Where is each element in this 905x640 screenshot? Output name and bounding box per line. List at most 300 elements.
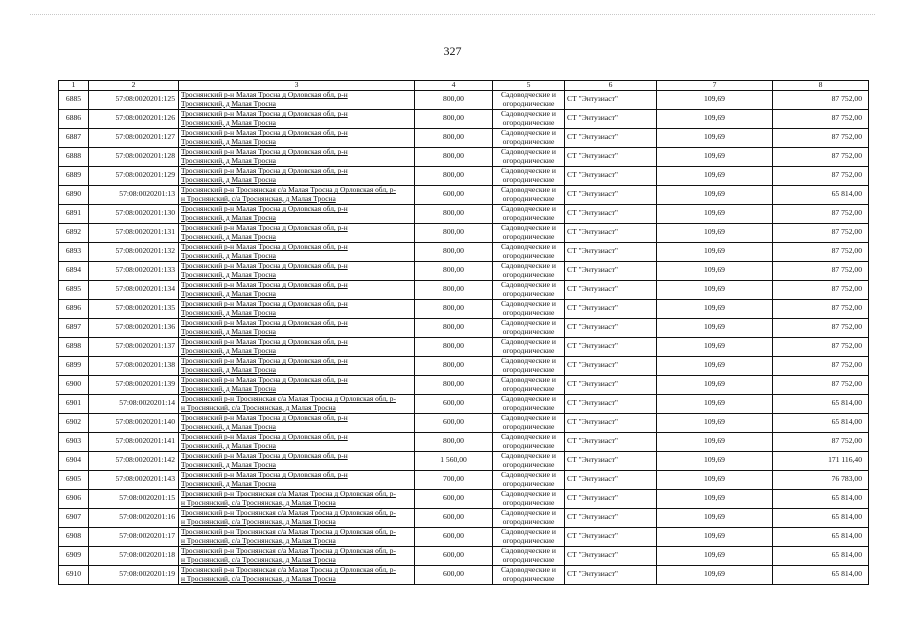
land-use-line-1: Садоводческие и [501, 128, 556, 137]
address-cell [179, 546, 415, 565]
address-line-2: н Троснянский, с/а Троснянская, д Малая Тросна [181, 193, 336, 203]
owner-name: СТ "Энтузиаст" [565, 527, 657, 546]
land-use-cell [493, 489, 565, 508]
owner-name: СТ "Энтузиаст" [565, 318, 657, 337]
unit-price: 109,69 [657, 413, 773, 432]
area-value: 800,00 [415, 432, 493, 451]
area-value: 800,00 [415, 337, 493, 356]
table-row [59, 394, 869, 413]
address-line-1: Троснянский р-н Малая Тросна д Орловская обл, р-н [181, 337, 348, 347]
area-value: 800,00 [415, 204, 493, 223]
land-use-cell [493, 147, 565, 166]
address-cell [179, 299, 415, 318]
table-row [59, 337, 869, 356]
address-line-1: Троснянский р-н Малая Тросна д Орловская обл, р-н [181, 204, 348, 214]
address-line-2: н Троснянский, с/а Троснянская, д Малая Тросна [181, 535, 336, 545]
cadastral-number: 57:08:0020201:135 [89, 299, 179, 318]
address-line-2: Троснянский, д Малая Тросна [181, 212, 276, 222]
row-number: 6895 [59, 280, 89, 299]
unit-price: 109,69 [657, 375, 773, 394]
owner-name: СТ "Энтузиаст" [565, 109, 657, 128]
owner-name: СТ "Энтузиаст" [565, 280, 657, 299]
row-number: 6903 [59, 432, 89, 451]
land-use-line-1: Садоводческие и [501, 527, 556, 536]
total-value: 171 116,40 [773, 451, 869, 470]
land-use-cell [493, 109, 565, 128]
owner-name: СТ "Энтузиаст" [565, 546, 657, 565]
address-line-2: Троснянский, д Малая Тросна [181, 117, 276, 127]
area-value: 1 560,00 [415, 451, 493, 470]
cadastral-number: 57:08:0020201:129 [89, 166, 179, 185]
land-use-line-2: огороднические [502, 383, 555, 393]
land-use-line-2: огороднические [502, 497, 555, 507]
cadastral-number: 57:08:0020201:125 [89, 90, 179, 109]
land-use-line-1: Садоводческие и [501, 147, 556, 156]
row-number: 6907 [59, 508, 89, 527]
land-use-line-2: огороднические [502, 535, 555, 545]
unit-price: 109,69 [657, 223, 773, 242]
owner-name: СТ "Энтузиаст" [565, 242, 657, 261]
table-row [59, 223, 869, 242]
total-value: 65 814,00 [773, 508, 869, 527]
land-use-line-1: Садоводческие и [501, 394, 556, 403]
area-value: 800,00 [415, 147, 493, 166]
area-value: 800,00 [415, 242, 493, 261]
table-row [59, 166, 869, 185]
table-header-row [59, 81, 869, 91]
land-use-cell [493, 394, 565, 413]
address-line-1: Троснянский р-н Троснянская с/а Малая Тросна д Орловская обл, р- [181, 489, 396, 499]
unit-price: 109,69 [657, 356, 773, 375]
unit-price: 109,69 [657, 394, 773, 413]
address-line-2: Троснянский, д Малая Тросна [181, 231, 276, 241]
land-use-cell [493, 470, 565, 489]
address-cell [179, 185, 415, 204]
land-use-cell [493, 451, 565, 470]
land-use-cell [493, 356, 565, 375]
unit-price: 109,69 [657, 147, 773, 166]
total-value: 87 752,00 [773, 280, 869, 299]
land-use-line-1: Садоводческие и [501, 280, 556, 289]
address-line-1: Троснянский р-н Малая Тросна д Орловская обл, р-н [181, 470, 348, 480]
address-line-2: Троснянский, д Малая Тросна [181, 307, 276, 317]
cadastral-number: 57:08:0020201:19 [89, 565, 179, 584]
address-cell [179, 356, 415, 375]
address-cell [179, 508, 415, 527]
total-value: 65 814,00 [773, 565, 869, 584]
land-use-line-1: Садоводческие и [501, 508, 556, 517]
land-use-cell [493, 223, 565, 242]
table-row [59, 432, 869, 451]
area-value: 800,00 [415, 375, 493, 394]
address-line-1: Троснянский р-н Малая Тросна д Орловская обл, р-н [181, 147, 348, 157]
address-line-1: Троснянский р-н Малая Тросна д Орловская обл, р-н [181, 451, 348, 461]
land-use-cell [493, 337, 565, 356]
cadastral-number: 57:08:0020201:141 [89, 432, 179, 451]
land-use-cell [493, 565, 565, 584]
total-value: 87 752,00 [773, 147, 869, 166]
unit-price: 109,69 [657, 546, 773, 565]
land-use-line-2: огороднические [502, 98, 555, 108]
unit-price: 109,69 [657, 299, 773, 318]
cadastral-number: 57:08:0020201:16 [89, 508, 179, 527]
unit-price: 109,69 [657, 451, 773, 470]
address-line-2: н Троснянский, с/а Троснянская, д Малая Тросна [181, 402, 336, 412]
unit-price: 109,69 [657, 470, 773, 489]
owner-name: СТ "Энтузиаст" [565, 356, 657, 375]
table-body [59, 90, 869, 584]
table-row [59, 90, 869, 109]
land-use-cell [493, 280, 565, 299]
land-use-line-2: огороднические [502, 155, 555, 165]
row-number: 6887 [59, 128, 89, 147]
address-line-1: Троснянский р-н Малая Тросна д Орловская обл, р-н [181, 261, 348, 271]
total-value: 65 814,00 [773, 527, 869, 546]
owner-name: СТ "Энтузиаст" [565, 223, 657, 242]
total-value: 87 752,00 [773, 223, 869, 242]
unit-price: 109,69 [657, 337, 773, 356]
address-cell [179, 394, 415, 413]
address-line-2: н Троснянский, с/а Троснянская, д Малая Тросна [181, 554, 336, 564]
row-number: 6905 [59, 470, 89, 489]
owner-name: СТ "Энтузиаст" [565, 128, 657, 147]
row-number: 6910 [59, 565, 89, 584]
land-use-cell [493, 318, 565, 337]
total-value: 87 752,00 [773, 337, 869, 356]
address-cell [179, 147, 415, 166]
row-number: 6893 [59, 242, 89, 261]
table-row [59, 527, 869, 546]
address-cell [179, 375, 415, 394]
row-number: 6904 [59, 451, 89, 470]
land-use-line-2: огороднические [502, 554, 555, 564]
table-row [59, 508, 869, 527]
address-line-1: Троснянский р-н Малая Тросна д Орловская обл, р-н [181, 128, 348, 138]
cadastral-number: 57:08:0020201:142 [89, 451, 179, 470]
owner-name: СТ "Энтузиаст" [565, 470, 657, 489]
address-cell [179, 337, 415, 356]
table-row [59, 356, 869, 375]
total-value: 65 814,00 [773, 413, 869, 432]
address-line-1: Троснянский р-н Малая Тросна д Орловская обл, р-н [181, 109, 348, 119]
area-value: 800,00 [415, 299, 493, 318]
header-col-7: 7 [657, 81, 773, 91]
total-value: 87 752,00 [773, 299, 869, 318]
land-use-line-2: огороднические [502, 269, 555, 279]
row-number: 6901 [59, 394, 89, 413]
land-use-line-2: огороднические [502, 136, 555, 146]
land-use-line-1: Садоводческие и [501, 299, 556, 308]
table-row [59, 413, 869, 432]
table-row [59, 470, 869, 489]
total-value: 87 752,00 [773, 90, 869, 109]
owner-name: СТ "Энтузиаст" [565, 261, 657, 280]
address-cell [179, 451, 415, 470]
owner-name: СТ "Энтузиаст" [565, 489, 657, 508]
address-line-1: Троснянский р-н Троснянская с/а Малая Тросна д Орловская обл, р- [181, 546, 396, 556]
address-line-2: Троснянский, д Малая Тросна [181, 174, 276, 184]
address-cell [179, 565, 415, 584]
table-row [59, 109, 869, 128]
address-line-1: Троснянский р-н Малая Тросна д Орловская обл, р-н [181, 223, 348, 233]
cadastral-number: 57:08:0020201:137 [89, 337, 179, 356]
page-number: 327 [443, 44, 462, 58]
owner-name: СТ "Энтузиаст" [565, 337, 657, 356]
owner-name: СТ "Энтузиаст" [565, 375, 657, 394]
land-use-cell [493, 166, 565, 185]
cadastral-number: 57:08:0020201:130 [89, 204, 179, 223]
land-use-line-1: Садоводческие и [501, 375, 556, 384]
land-use-cell [493, 242, 565, 261]
owner-name: СТ "Энтузиаст" [565, 185, 657, 204]
unit-price: 109,69 [657, 109, 773, 128]
address-line-2: Троснянский, д Малая Тросна [181, 478, 276, 488]
address-line-2: н Троснянский, с/а Троснянская, д Малая Тросна [181, 516, 336, 526]
land-use-line-2: огороднические [502, 193, 555, 203]
address-line-1: Троснянский р-н Троснянская с/а Малая Тросна д Орловская обл, р- [181, 394, 396, 404]
address-cell [179, 489, 415, 508]
address-cell [179, 166, 415, 185]
total-value: 87 752,00 [773, 204, 869, 223]
owner-name: СТ "Энтузиаст" [565, 204, 657, 223]
address-line-1: Троснянский р-н Троснянская с/а Малая Тросна д Орловская обл, р- [181, 527, 396, 537]
cadastral-number: 57:08:0020201:15 [89, 489, 179, 508]
land-use-cell [493, 527, 565, 546]
table-row [59, 128, 869, 147]
land-use-line-1: Садоводческие и [501, 185, 556, 194]
row-number: 6897 [59, 318, 89, 337]
row-number: 6891 [59, 204, 89, 223]
land-use-line-2: огороднические [502, 174, 555, 184]
address-cell [179, 90, 415, 109]
table-row [59, 242, 869, 261]
land-use-line-2: огороднические [502, 345, 555, 355]
address-line-1: Троснянский р-н Троснянская с/а Малая Тросна д Орловская обл, р- [181, 185, 396, 195]
address-cell [179, 261, 415, 280]
address-line-2: Троснянский, д Малая Тросна [181, 288, 276, 298]
scan-noise-strip [30, 14, 875, 21]
address-cell [179, 128, 415, 147]
cadastral-number: 57:08:0020201:140 [89, 413, 179, 432]
land-use-cell [493, 546, 565, 565]
area-value: 600,00 [415, 546, 493, 565]
address-line-1: Троснянский р-н Малая Тросна д Орловская обл, р-н [181, 413, 348, 423]
land-use-line-2: огороднические [502, 250, 555, 260]
header-col-2: 2 [89, 81, 179, 91]
address-line-1: Троснянский р-н Троснянская с/а Малая Тросна д Орловская обл, р- [181, 508, 396, 518]
cadastral-number: 57:08:0020201:133 [89, 261, 179, 280]
row-number: 6898 [59, 337, 89, 356]
address-cell [179, 318, 415, 337]
address-line-2: Троснянский, д Малая Тросна [181, 383, 276, 393]
row-number: 6886 [59, 109, 89, 128]
cadastral-number: 57:08:0020201:18 [89, 546, 179, 565]
row-number: 6894 [59, 261, 89, 280]
area-value: 800,00 [415, 90, 493, 109]
land-use-line-1: Садоводческие и [501, 432, 556, 441]
row-number: 6899 [59, 356, 89, 375]
address-line-2: Троснянский, д Малая Тросна [181, 269, 276, 279]
row-number: 6885 [59, 90, 89, 109]
table-row [59, 261, 869, 280]
address-line-2: Троснянский, д Малая Тросна [181, 326, 276, 336]
area-value: 700,00 [415, 470, 493, 489]
land-use-cell [493, 508, 565, 527]
row-number: 6892 [59, 223, 89, 242]
owner-name: СТ "Энтузиаст" [565, 508, 657, 527]
area-value: 800,00 [415, 128, 493, 147]
land-use-line-2: огороднические [502, 364, 555, 374]
land-plots-table [58, 80, 869, 585]
land-use-cell [493, 204, 565, 223]
row-number: 6896 [59, 299, 89, 318]
land-use-line-1: Садоводческие и [501, 451, 556, 460]
land-use-line-1: Садоводческие и [501, 356, 556, 365]
land-use-line-2: огороднические [502, 478, 555, 488]
address-line-1: Троснянский р-н Троснянская с/а Малая Тросна д Орловская обл, р- [181, 565, 396, 575]
address-line-2: Троснянский, д Малая Тросна [181, 345, 276, 355]
total-value: 65 814,00 [773, 394, 869, 413]
land-use-cell [493, 128, 565, 147]
area-value: 600,00 [415, 413, 493, 432]
area-value: 600,00 [415, 565, 493, 584]
land-use-line-2: огороднические [502, 459, 555, 469]
address-line-2: Троснянский, д Малая Тросна [181, 98, 276, 108]
land-use-line-1: Садоводческие и [501, 470, 556, 479]
address-line-1: Троснянский р-н Малая Тросна д Орловская обл, р-н [181, 432, 348, 442]
address-line-1: Троснянский р-н Малая Тросна д Орловская обл, р-н [181, 242, 348, 252]
cadastral-number: 57:08:0020201:127 [89, 128, 179, 147]
row-number: 6888 [59, 147, 89, 166]
owner-name: СТ "Энтузиаст" [565, 565, 657, 584]
cadastral-number: 57:08:0020201:136 [89, 318, 179, 337]
land-use-line-1: Садоводческие и [501, 109, 556, 118]
area-value: 800,00 [415, 280, 493, 299]
address-line-2: Троснянский, д Малая Тросна [181, 440, 276, 450]
cadastral-number: 57:08:0020201:128 [89, 147, 179, 166]
table-row [59, 318, 869, 337]
area-value: 600,00 [415, 185, 493, 204]
unit-price: 109,69 [657, 432, 773, 451]
address-cell [179, 242, 415, 261]
land-use-line-1: Садоводческие и [501, 318, 556, 327]
cadastral-number: 57:08:0020201:138 [89, 356, 179, 375]
owner-name: СТ "Энтузиаст" [565, 166, 657, 185]
cadastral-number: 57:08:0020201:143 [89, 470, 179, 489]
land-use-line-2: огороднические [502, 212, 555, 222]
table-row [59, 451, 869, 470]
area-value: 600,00 [415, 394, 493, 413]
total-value: 87 752,00 [773, 261, 869, 280]
area-value: 800,00 [415, 318, 493, 337]
address-line-1: Троснянский р-н Малая Тросна д Орловская обл, р-н [181, 166, 348, 176]
total-value: 87 752,00 [773, 109, 869, 128]
address-cell [179, 527, 415, 546]
address-line-2: Троснянский, д Малая Тросна [181, 136, 276, 146]
owner-name: СТ "Энтузиаст" [565, 147, 657, 166]
cadastral-number: 57:08:0020201:13 [89, 185, 179, 204]
cadastral-number: 57:08:0020201:14 [89, 394, 179, 413]
address-line-1: Троснянский р-н Малая Тросна д Орловская обл, р-н [181, 299, 348, 309]
row-number: 6900 [59, 375, 89, 394]
total-value: 87 752,00 [773, 128, 869, 147]
header-col-6: 6 [565, 81, 657, 91]
unit-price: 109,69 [657, 261, 773, 280]
unit-price: 109,69 [657, 128, 773, 147]
row-number: 6906 [59, 489, 89, 508]
area-value: 800,00 [415, 109, 493, 128]
land-use-cell [493, 299, 565, 318]
land-use-line-1: Садоводческие и [501, 337, 556, 346]
row-number: 6909 [59, 546, 89, 565]
land-use-cell [493, 375, 565, 394]
address-cell [179, 470, 415, 489]
cadastral-number: 57:08:0020201:131 [89, 223, 179, 242]
total-value: 87 752,00 [773, 432, 869, 451]
land-use-line-1: Садоводческие и [501, 166, 556, 175]
land-use-line-1: Садоводческие и [501, 204, 556, 213]
header-col-3: 3 [179, 81, 415, 91]
unit-price: 109,69 [657, 489, 773, 508]
owner-name: СТ "Энтузиаст" [565, 451, 657, 470]
unit-price: 109,69 [657, 90, 773, 109]
land-use-line-2: огороднические [502, 421, 555, 431]
unit-price: 109,69 [657, 527, 773, 546]
total-value: 87 752,00 [773, 375, 869, 394]
header-col-8: 8 [773, 81, 869, 91]
address-line-1: Троснянский р-н Малая Тросна д Орловская обл, р-н [181, 375, 348, 385]
unit-price: 109,69 [657, 242, 773, 261]
area-value: 600,00 [415, 489, 493, 508]
area-value: 600,00 [415, 508, 493, 527]
land-use-cell [493, 185, 565, 204]
land-use-line-2: огороднические [502, 326, 555, 336]
address-cell [179, 432, 415, 451]
header-col-5: 5 [493, 81, 565, 91]
total-value: 65 814,00 [773, 185, 869, 204]
land-use-line-1: Садоводческие и [501, 546, 556, 555]
unit-price: 109,69 [657, 185, 773, 204]
table-row [59, 546, 869, 565]
address-line-2: Троснянский, д Малая Тросна [181, 155, 276, 165]
table-row [59, 565, 869, 584]
area-value: 800,00 [415, 261, 493, 280]
address-line-1: Троснянский р-н Малая Тросна д Орловская обл, р-н [181, 90, 348, 100]
owner-name: СТ "Энтузиаст" [565, 394, 657, 413]
owner-name: СТ "Энтузиаст" [565, 413, 657, 432]
row-number: 6902 [59, 413, 89, 432]
address-line-2: н Троснянский, с/а Троснянская, д Малая Тросна [181, 573, 336, 583]
unit-price: 109,69 [657, 280, 773, 299]
land-use-cell [493, 261, 565, 280]
address-line-2: Троснянский, д Малая Тросна [181, 459, 276, 469]
address-line-2: н Троснянский, с/а Троснянская, д Малая Тросна [181, 497, 336, 507]
address-cell [179, 204, 415, 223]
area-value: 800,00 [415, 166, 493, 185]
land-use-line-1: Садоводческие и [501, 413, 556, 422]
land-use-line-2: огороднические [502, 440, 555, 450]
address-line-2: Троснянский, д Малая Тросна [181, 421, 276, 431]
address-cell [179, 413, 415, 432]
land-use-line-1: Садоводческие и [501, 90, 556, 99]
land-use-cell [493, 432, 565, 451]
address-line-2: Троснянский, д Малая Тросна [181, 364, 276, 374]
land-plots-table-wrap [58, 80, 868, 585]
address-line-2: Троснянский, д Малая Тросна [181, 250, 276, 260]
total-value: 87 752,00 [773, 318, 869, 337]
land-use-line-2: огороднические [502, 288, 555, 298]
land-use-line-1: Садоводческие и [501, 565, 556, 574]
